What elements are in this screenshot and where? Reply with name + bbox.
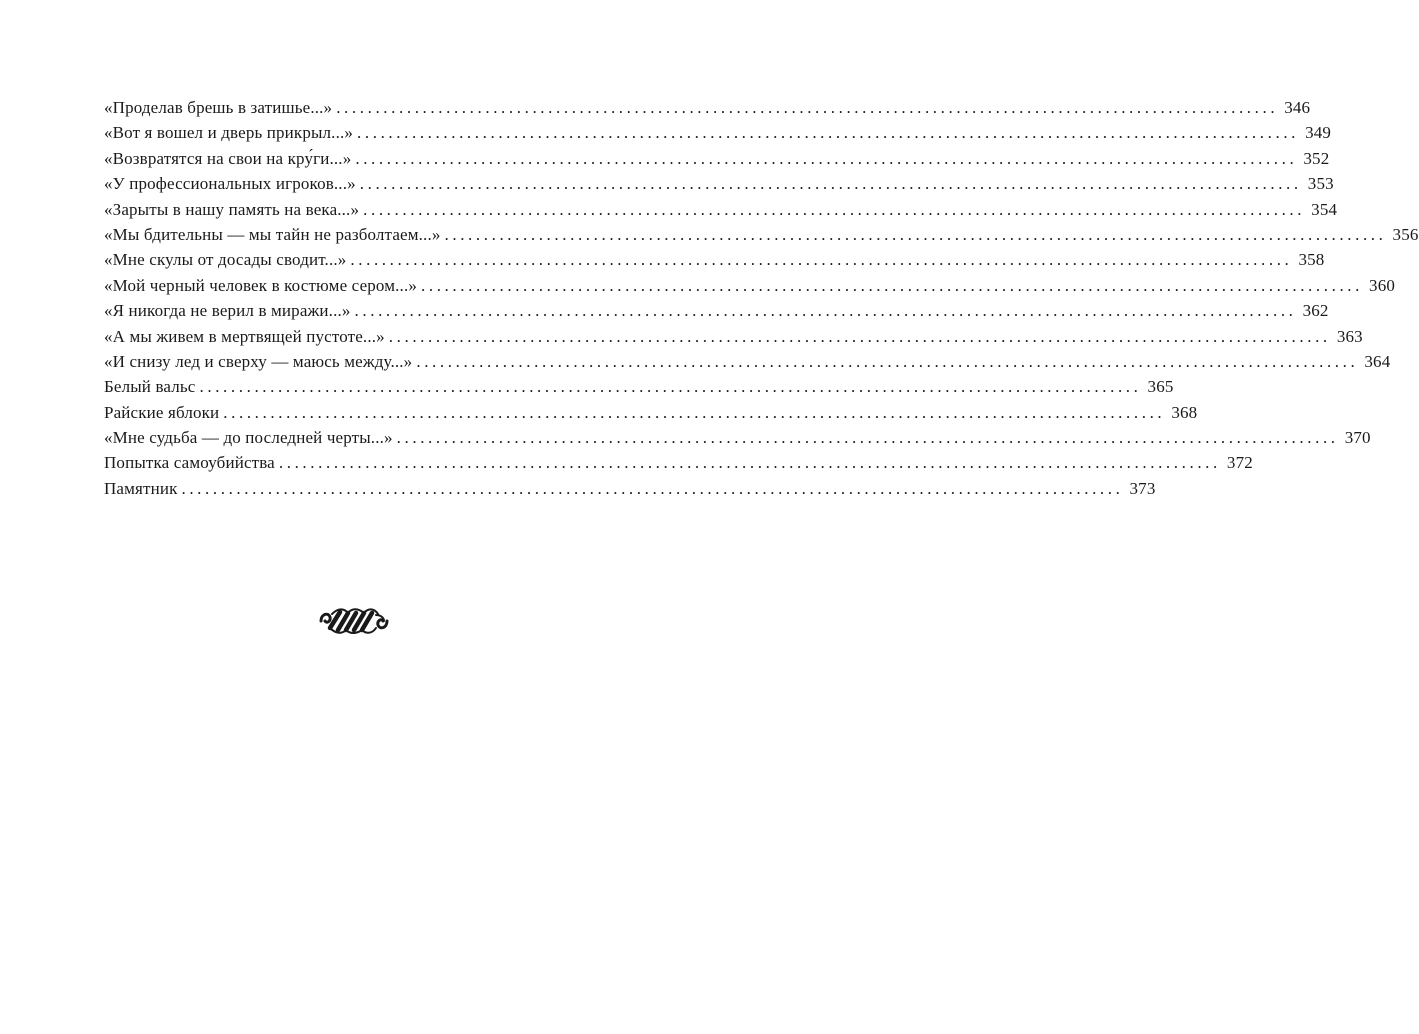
toc-entry (104, 374, 1174, 399)
toc-entry (104, 273, 1395, 298)
toc-entry-title: «Мне скулы от досады сводит...» (104, 250, 347, 270)
toc-dot-leader: ........................................................................................................................ (223, 402, 1166, 422)
toc-dot-leader: ........................................................................................................................ (278, 453, 1221, 473)
toc-entry-page-number: 352 (1303, 148, 1330, 168)
toc-entry-title: «А мы живем в мертвящей пустоте...» (104, 326, 385, 346)
toc-dot-leader: ........................................................................................................................ (357, 123, 1300, 143)
toc-entry-title: Белый вальс (104, 377, 196, 397)
toc-entry (104, 171, 1334, 196)
toc-dot-leader: ........................................................................................................................ (388, 326, 1331, 346)
toc-entry (104, 400, 1198, 425)
toc-entry (104, 95, 1311, 120)
toc-entry-page-number: 354 (1311, 199, 1338, 219)
toc-dot-leader: ........................................................................................................................ (396, 428, 1339, 448)
toc-entry-page-number: 368 (1171, 402, 1198, 422)
toc-entry (104, 120, 1332, 145)
toc-entry-title: Райские яблоки (104, 402, 220, 422)
toc-entry-page-number: 373 (1129, 478, 1156, 498)
toc-dot-leader: ........................................................................................................................ (199, 377, 1142, 397)
toc-entry-title: «Проделав брешь в затишье...» (104, 98, 333, 117)
toc-entry-page-number: 356 (1392, 224, 1419, 244)
toc-entry (104, 197, 1338, 222)
toc-dot-leader: ........................................................................................................................ (336, 98, 1279, 117)
toc-entry-page-number: 358 (1298, 250, 1325, 270)
toc-entry-title: «Вот я вошел и дверь прикрыл...» (104, 123, 354, 143)
toc-entry-title: «Мы бдительны — мы тайн не разболтаем...» (104, 224, 441, 244)
toc-dot-leader: ........................................................................................................................ (359, 174, 1302, 194)
toc-entry-page-number: 364 (1364, 351, 1391, 371)
toc-dot-leader: ........................................................................................................................ (363, 199, 1306, 219)
toc-entry-title: Памятник (104, 478, 178, 498)
toc-dot-leader: ........................................................................................................................ (416, 351, 1359, 371)
toc-entry-title: Попытка самоубийства (104, 453, 275, 473)
toc-entry-title: «Мне судьба — до последней черты...» (104, 428, 393, 448)
toc-entry-page-number: 346 (1284, 98, 1311, 117)
toc-entry-page-number: 360 (1369, 275, 1395, 295)
toc-entry (104, 324, 1363, 349)
toc-entry (104, 146, 1330, 171)
toc-entry-title: «У профессиональных игроков...» (104, 174, 356, 194)
toc-dot-leader: ........................................................................................................................ (181, 478, 1124, 498)
toc-entry-page-number: 363 (1336, 326, 1363, 346)
toc-entry-title: «Я никогда не верил в миражи...» (104, 301, 351, 321)
toc-entry-page-number: 353 (1307, 174, 1334, 194)
toc-entry-page-number: 349 (1305, 123, 1332, 143)
toc-entry-title: «Зарыты в нашу память на века...» (104, 199, 360, 219)
toc-entry (104, 349, 1391, 374)
table-of-contents (104, 95, 1419, 501)
toc-entry (104, 476, 1156, 501)
toc-entry (104, 298, 1329, 323)
toc-entry-title: «И снизу лед и сверху — маюсь между...» (104, 351, 413, 371)
toc-entry (104, 425, 1371, 450)
toc-entry-page-number: 365 (1147, 377, 1174, 397)
toc-entry (104, 450, 1253, 475)
toc-dot-leader: ........................................................................................................................ (444, 224, 1387, 244)
toc-entry-title: «Возвратятся на свои на кру́ги...» (104, 148, 352, 168)
toc-dot-leader: ........................................................................................................................ (421, 275, 1363, 295)
toc-entry (104, 222, 1419, 247)
toc-entry-page-number: 372 (1226, 453, 1253, 473)
toc-entry (104, 247, 1325, 272)
fleuron-ornament-icon (318, 604, 390, 638)
toc-dot-leader: ........................................................................................................................ (354, 301, 1297, 321)
toc-dot-leader: ........................................................................................................................ (355, 148, 1298, 168)
toc-entry-title: «Мой черный человек в костюме сером...» (104, 275, 417, 295)
toc-entry-page-number: 362 (1302, 301, 1329, 321)
toc-dot-leader: ........................................................................................................................ (350, 250, 1293, 270)
toc-entry-page-number: 370 (1344, 428, 1371, 448)
